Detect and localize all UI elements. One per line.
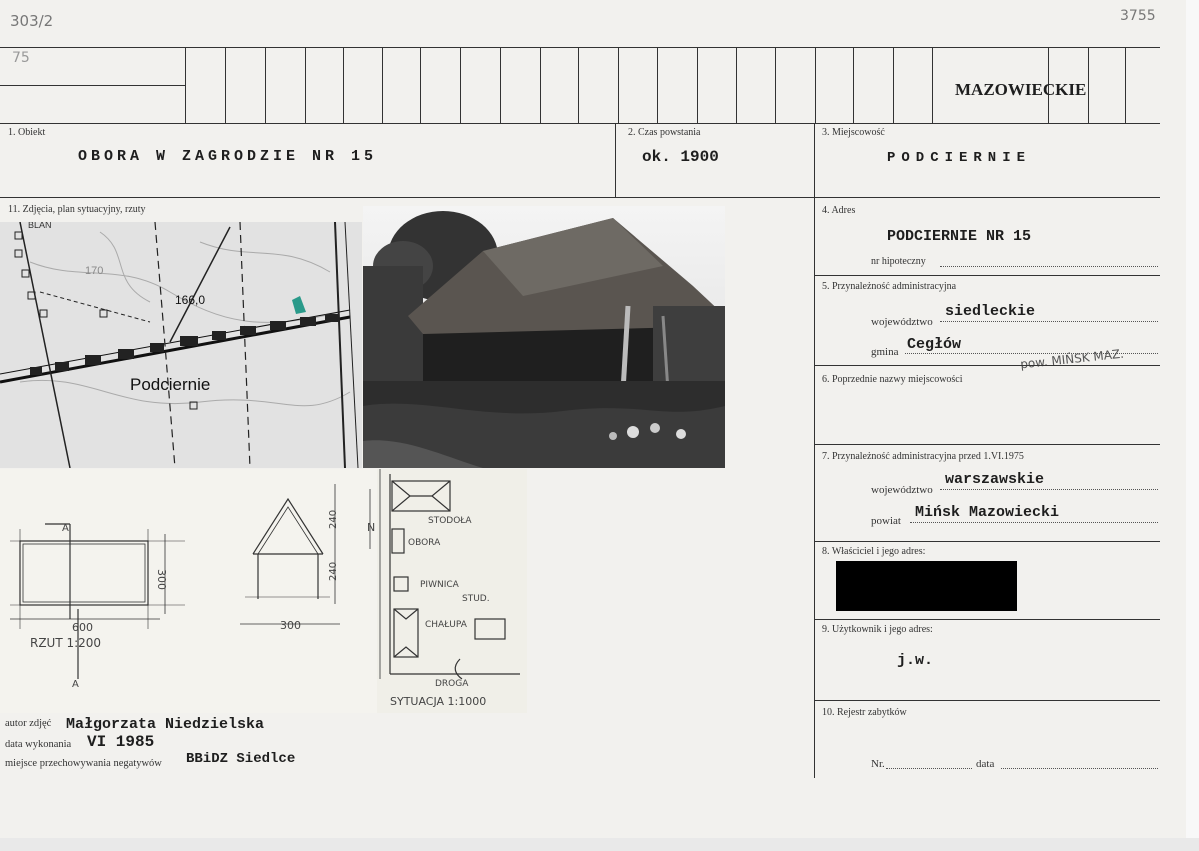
inventory-number: 3755 xyxy=(1120,8,1156,24)
divider xyxy=(615,123,616,197)
county-label: powiat xyxy=(871,515,901,527)
address-value: PODCIERNIE NR 15 xyxy=(887,228,1032,245)
negatives-value: BBiDZ Siedlce xyxy=(186,751,296,767)
header-top-line xyxy=(0,47,1160,48)
catalog-subnumber: 75 xyxy=(12,50,30,66)
field-title: 9. Użytkownik i jego adres: xyxy=(822,624,933,635)
register-nr-label: Nr. xyxy=(871,758,885,770)
header-column-line xyxy=(460,47,461,123)
dotted-line xyxy=(940,489,1158,490)
header-column-line xyxy=(265,47,266,123)
barn-photo xyxy=(363,206,725,468)
negatives-label: miejsce przechowywania negatywów xyxy=(5,758,162,769)
field-title: 8. Właściciel i jego adres: xyxy=(822,546,926,557)
header-column-line xyxy=(893,47,894,123)
elevation-label: 166,0 xyxy=(175,293,206,307)
county-note: pow. MIŃSK MAZ. xyxy=(1019,346,1125,372)
date-value: VI 1985 xyxy=(87,733,155,751)
map-village-label: Podciernie xyxy=(130,375,211,394)
site-label-cowshed: OBORA xyxy=(408,538,441,548)
north-marker: N xyxy=(367,521,376,534)
field-title: 7. Przynależność administracyjna przed 1.VI.1975 xyxy=(822,451,1024,462)
section-marker: A xyxy=(62,523,69,534)
header-column-line xyxy=(185,47,186,123)
row-line xyxy=(814,444,1160,445)
date-label: data wykonania xyxy=(5,739,72,750)
site-label-cellar: PIWNICA xyxy=(420,580,459,590)
old-voivodeship-value: warszawskie xyxy=(945,471,1045,488)
header-column-line xyxy=(500,47,501,123)
county-value: Mińsk Mazowiecki xyxy=(915,504,1060,521)
header-column-line xyxy=(578,47,579,123)
dimension-300: 300 xyxy=(155,569,168,590)
header-column-line xyxy=(1125,47,1126,123)
commune-label: gmina xyxy=(871,346,899,358)
contour-label: 170 xyxy=(85,265,104,277)
locality-name: PODCIERNIE xyxy=(887,150,1032,166)
row-line xyxy=(814,700,1160,701)
object-name: OBORA W ZAGRODZIE NR 15 xyxy=(78,148,378,165)
header-column-line xyxy=(1088,47,1089,123)
field-title: 3. Miejscowość xyxy=(822,127,885,138)
site-label-barn: STODOŁA xyxy=(428,516,472,526)
header-column-line xyxy=(305,47,306,123)
scan-edge xyxy=(0,838,1199,851)
map-top-label: BLAN xyxy=(28,222,52,230)
field-title: 2. Czas powstania xyxy=(628,127,701,138)
user-value: j.w. xyxy=(897,652,934,669)
header-mid-line xyxy=(0,85,185,86)
header-column-line xyxy=(618,47,619,123)
row-line xyxy=(814,541,1160,542)
plan-scale-label: RZUT 1:200 xyxy=(30,636,102,650)
topographic-map xyxy=(0,222,362,468)
dotted-line xyxy=(910,522,1158,523)
author-value: Małgorzata Niedzielska xyxy=(66,716,265,733)
construction-date: ok. 1900 xyxy=(642,148,719,166)
header-column-line xyxy=(382,47,383,123)
section-marker-b: A xyxy=(72,679,79,690)
region-name: MAZOWIECKIE xyxy=(955,80,1087,99)
dotted-line xyxy=(1001,768,1158,769)
header-column-line xyxy=(815,47,816,123)
right-column-divider xyxy=(814,123,815,778)
dotted-line xyxy=(940,266,1158,267)
field-title: 4. Adres xyxy=(822,205,856,216)
field-title: 6. Poprzednie nazwy miejscowości xyxy=(822,374,963,385)
row-line xyxy=(814,619,1160,620)
site-label-road: DROGA xyxy=(435,679,469,689)
register-date-label: data xyxy=(976,758,995,770)
dotted-line xyxy=(886,768,972,769)
header-column-line xyxy=(540,47,541,123)
plan-sketches xyxy=(0,469,527,713)
header-column-line xyxy=(657,47,658,123)
row-line xyxy=(814,275,1160,276)
field-title: 1. Obiekt xyxy=(8,127,46,138)
field-title: 11. Zdjęcia, plan sytuacyjny, rzuty xyxy=(8,204,146,215)
header-column-line xyxy=(420,47,421,123)
dimension-300b: 300 xyxy=(280,619,301,632)
dimension-600: 600 xyxy=(72,621,93,634)
commune-value: Cegłów xyxy=(907,336,962,353)
site-label-cottage: CHAŁUPA xyxy=(425,620,467,630)
card-edge xyxy=(1186,0,1199,838)
row1-bottom-line xyxy=(0,197,1160,198)
site-scale-label: SYTUACJA 1:1000 xyxy=(390,695,487,708)
site-label-well: STUD. xyxy=(462,594,490,604)
catalog-number: 303/2 xyxy=(10,12,54,30)
voivodeship-label: województwo xyxy=(871,316,933,328)
field-title: 10. Rejestr zabytków xyxy=(822,707,907,718)
row-line xyxy=(814,365,1160,366)
field-title: 5. Przynależność administracyjna xyxy=(822,281,957,292)
header-column-line xyxy=(775,47,776,123)
header-column-line xyxy=(932,47,933,123)
header-column-line xyxy=(736,47,737,123)
redacted-owner xyxy=(836,561,1017,611)
dotted-line xyxy=(940,321,1158,322)
dimension-240: 240 xyxy=(328,509,339,529)
header-bottom-line xyxy=(0,123,1160,124)
mortgage-label: nr hipoteczny xyxy=(871,256,926,267)
voivodeship-value: siedleckie xyxy=(945,303,1036,320)
old-voivodeship-label: województwo xyxy=(871,484,933,496)
dimension-240b: 240 xyxy=(328,561,339,581)
header-column-line xyxy=(343,47,344,123)
header-column-line xyxy=(853,47,854,123)
author-label: autor zdjęć xyxy=(5,718,52,729)
header-column-line xyxy=(225,47,226,123)
header-column-line xyxy=(697,47,698,123)
